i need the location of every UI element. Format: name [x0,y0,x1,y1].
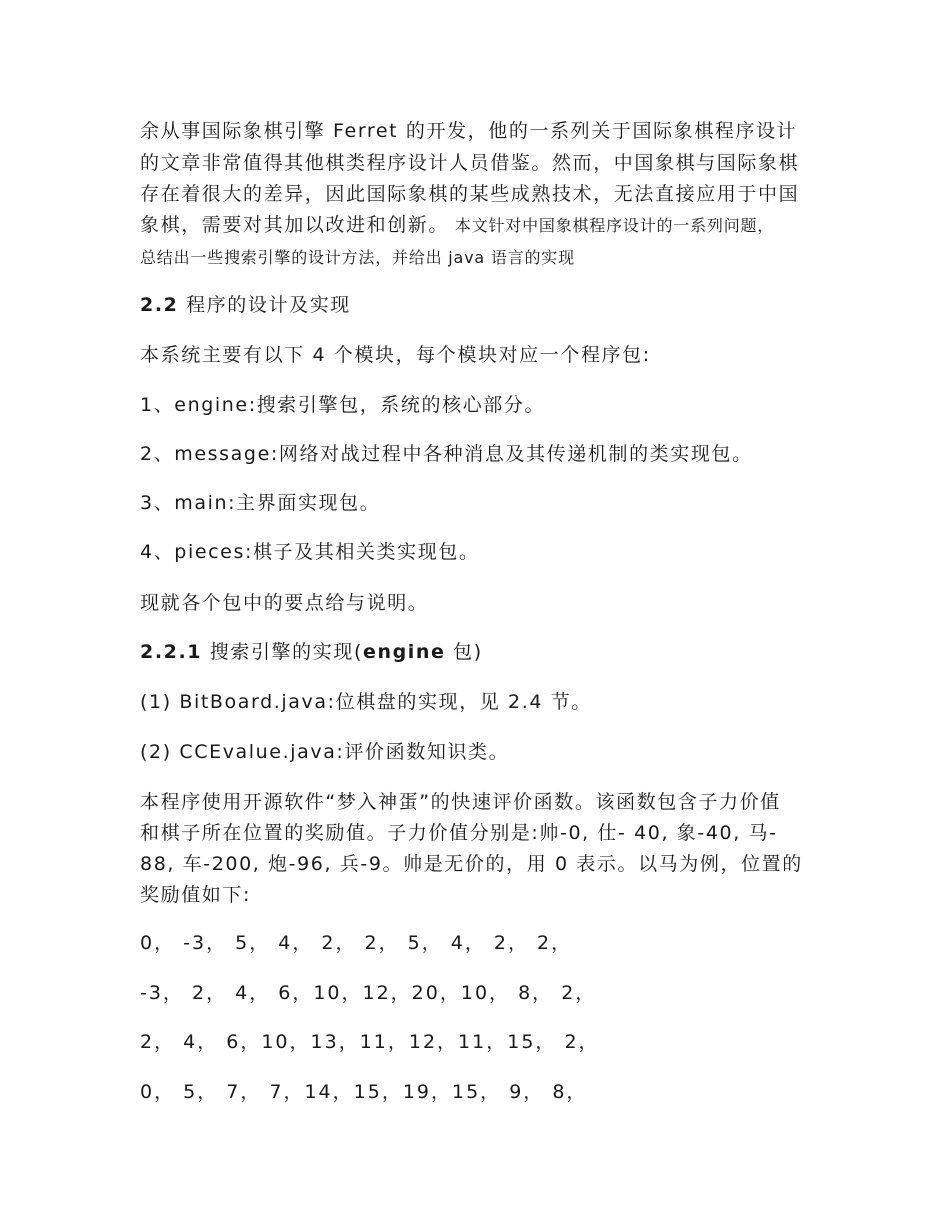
section-2-2-1-heading [140,639,483,665]
bonus-row: -3， 2， 4， 6，10，12，20，10， 8， 2， [140,982,597,1004]
bonus-row: 0， -3， 5， 4， 2， 2， 5， 4， 2， 2， [140,932,573,954]
section-2-2-intro: 本系统主要有以下 4 个模块，每个模块对应一个程序包: [140,344,651,366]
module-item: 2、message:网络对战过程中各种消息及其传递机制的类实现包。 [140,443,753,465]
module-item: 4、pieces:棋子及其相关类实现包。 [140,541,480,563]
eval-para-line-4: 奖励值如下: [140,884,252,906]
section-2-2-number: 2.2 [140,294,179,316]
bonus-row: 0， 5， 7， 7，14，15，19，15， 9， 8， [140,1081,588,1103]
eval-para-line-3: 88, 车-200, 炮-96, 兵-9。帅是无价的，用 0 表示。以马为例，位置的 [140,853,803,875]
engine-item-1: (1) BitBoard.java:位棋盘的实现，见 2.4 节。 [140,691,592,713]
intro-line-4-main: 象棋，需要对其加以改进和创新。 [140,214,450,236]
module-item: 3、main:主界面实现包。 [140,492,381,514]
section-2-2-1-title-suffix: 包) [445,641,483,663]
section-2-2-outro: 现就各个包中的要点给与说明。 [140,592,429,614]
module-item: 1、engine:搜索引擎包，系统的核心部分。 [140,394,546,416]
section-2-2-title: 程序的设计及实现 [178,294,351,316]
intro-line-2: 的文章非常值得其他棋类程序设计人员借鉴。然而，中国象棋与国际象棋 [140,152,800,174]
section-2-2-1-number: 2.2.1 [140,641,203,663]
intro-line-4 [140,212,774,239]
intro-line-1: 余从事国际象棋引擎 Ferret 的开发，他的一系列关于国际象棋程序设计 [140,120,798,142]
eval-para-line-2: 和棋子所在位置的奖励值。子力价值分别是:帅-0, 仕- 40, 象-40, 马- [140,822,778,844]
bonus-row: 2， 4， 6，10，13，11，12，11，15， 2， [140,1031,600,1053]
engine-item-2: (2) CCEvalue.java:评价函数知识类。 [140,741,510,763]
intro-line-3: 存在着很大的差异，因此国际象棋的某些成熟技术，无法直接应用于中国 [140,183,800,205]
intro-line-5: 总结出一些搜索引擎的设计方法，并给出 java 语言的实现 [140,248,575,267]
eval-para-line-1: 本程序使用开源软件“梦入神蛋”的快速评价函数。该函数包含子力价值 [140,791,781,813]
section-2-2-1-title-bold: engine [362,641,446,663]
section-2-2-heading [140,292,351,318]
intro-line-4-small: 本文针对中国象棋程序设计的一系列问题， [449,216,775,235]
section-2-2-1-title-prefix: 搜索引擎的实现( [202,641,363,663]
